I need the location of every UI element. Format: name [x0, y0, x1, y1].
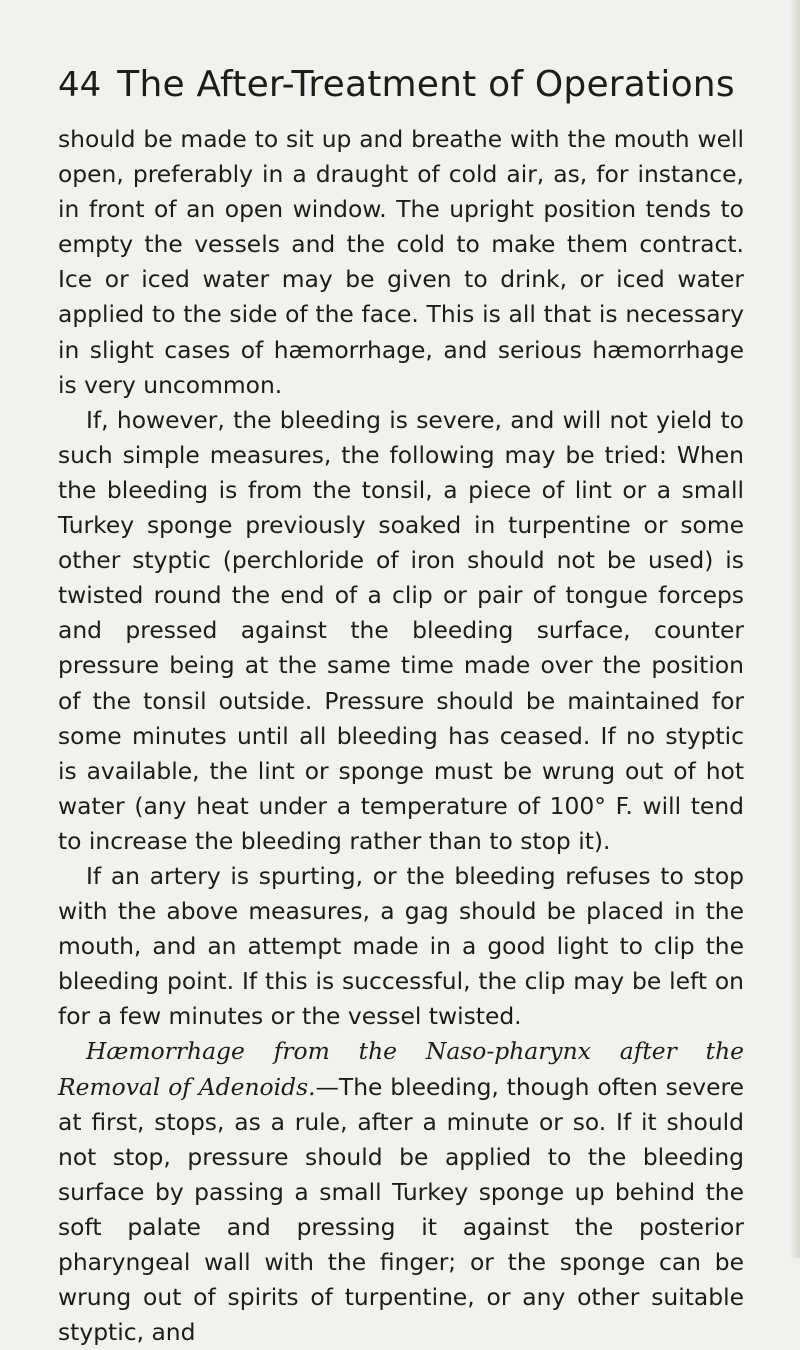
page-number: 44: [58, 65, 102, 105]
page-edge-shadow: [790, 0, 800, 1258]
paragraph-continuation: [58, 122, 744, 403]
paragraph-adenoids: [58, 1034, 744, 1350]
paragraph-1-text: should be made to sit up and breathe with the mouth well open, preferably in a draught of cold air, as, for instance, in front of an open window. The upright position tends to empty the vessels and the cold to make them contract. Ice or iced water may be given to drink, or iced water applied to the side of the face. This is all that is necessary in slight cases of hæmorrhage, and serious hæmorrhage is very uncommon.: [58, 125, 744, 399]
body-text: [58, 122, 744, 1350]
page-header: [58, 64, 748, 105]
section-subheading: Hæmorrhage from the Naso-pharynx after the Removal of Adenoids.: [58, 1037, 744, 1101]
running-title: The After-Treatment of Operations: [117, 64, 735, 105]
paragraph-2-text: If, however, the bleeding is severe, and will not yield to such simple measures, the following may be tried: When the bleeding is from the tonsil, a piece of lint or a small Turkey sponge previously soaked in turpentine or some other styptic (perchloride of iron should not be used) is twisted round the end of a clip or pair of tongue forceps and pressed against the bleeding surface, counter pressure being at the same time made over the position of the tonsil outside. Pressure should be maintained for some minutes until all bleeding has ceased. If no styptic is available, the lint or sponge must be wrung out of hot water (any heat under a temperature of 100° F. will tend to increase the bleeding rather than to stop it).: [58, 405, 744, 855]
paragraph-4-text: —The bleeding, though often severe at first, stops, as a rule, after a minute or so. If it should not stop, pressure should be applied to the bleeding surface by passing a small Turkey sponge up behind the soft palate and pressing it against the posterior pharyngeal wall with the finger; or the sponge can be wrung out of spirits of turpentine, or any other suitable styptic, and: [58, 1072, 744, 1347]
paragraph-severe-bleeding: [58, 403, 744, 859]
paragraph-artery-spurting: [58, 859, 744, 1034]
paragraph-3-text: If an artery is spurting, or the bleeding refuses to stop with the above measures, a gag should be placed in the mouth, and an attempt made in a good light to clip the bleeding point. If this is successful, the clip may be left on for a few minutes or the vessel twisted.: [58, 861, 744, 1031]
